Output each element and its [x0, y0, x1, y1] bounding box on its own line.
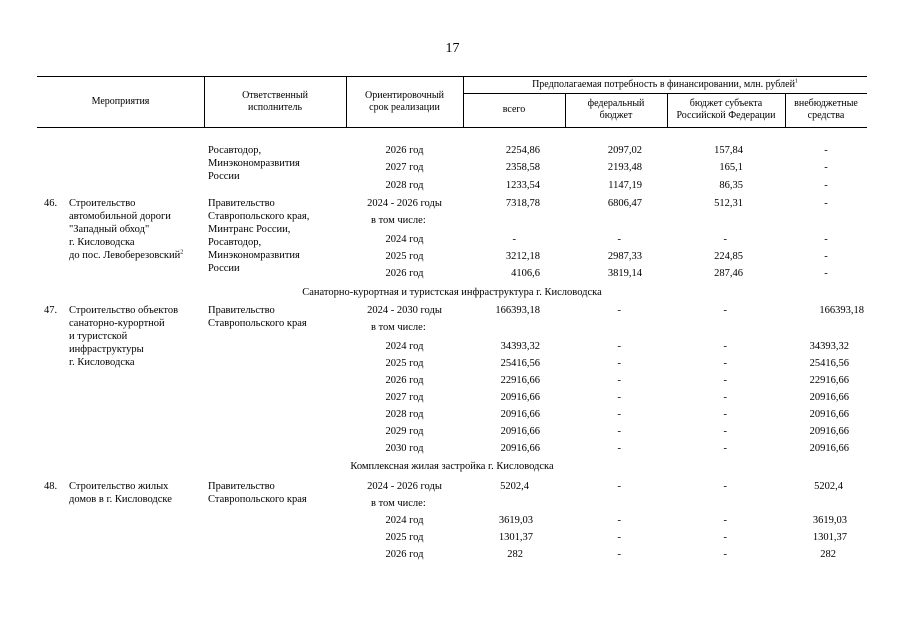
item-number: 46.: [44, 198, 58, 209]
footnote-mark: 1: [794, 78, 798, 85]
including-label: в том числе:: [371, 322, 426, 333]
section-heading: Комплексная жилая застройка г. Кисловодска: [350, 461, 554, 472]
header-bottom-rule: [37, 127, 867, 128]
header-federal: федеральный бюджет: [587, 98, 645, 121]
event-name: Строительство жилых домов в г. Кисловодске: [69, 481, 172, 505]
header-regional: бюджет субъекта Российской Федерации: [676, 98, 776, 121]
footnote-mark: 2: [180, 249, 184, 256]
including-label: в том числе:: [371, 215, 426, 226]
executor-cell: Правительство Ставропольского края: [208, 481, 307, 505]
executor-cell: Росавтодор, Минэкономразвития России: [208, 145, 300, 182]
header-term: Ориентировочный срок реализации: [365, 90, 444, 113]
header-executor: Ответственный исполнитель: [242, 90, 308, 113]
item-number: 47.: [44, 305, 58, 316]
event-name: Строительство объектов санаторно-курортной и туристской инфраструктуры г. Кисловодска: [69, 305, 179, 368]
including-label: в том числе:: [371, 498, 426, 509]
header-financing-need: Предполагаемая потребность в финансировании, млн. рублей$^1$: [532, 78, 798, 90]
header-total: всего: [502, 104, 526, 115]
header-sub-rule: [463, 93, 867, 94]
header-events: Мероприятия: [91, 96, 150, 107]
executor-cell: Правительство Ставропольского края: [208, 305, 307, 329]
section-heading: Санаторно-курортная и туристская инфраструктура г. Кисловодска: [302, 287, 602, 298]
table-top-rule: [37, 76, 867, 77]
header-offbudget: внебюджетные средства: [794, 98, 858, 121]
item-number: 48.: [44, 481, 58, 492]
event-name: Строительство автомобильной дороги "Западный обход" г. Кисловодска до пос. Левоберезовский$^2$: [69, 198, 184, 261]
executor-cell: Правительство Ставропольского края, Минтранс России, Росавтодор, Минэкономразвития России: [208, 198, 310, 274]
page-number: 17: [445, 41, 460, 56]
